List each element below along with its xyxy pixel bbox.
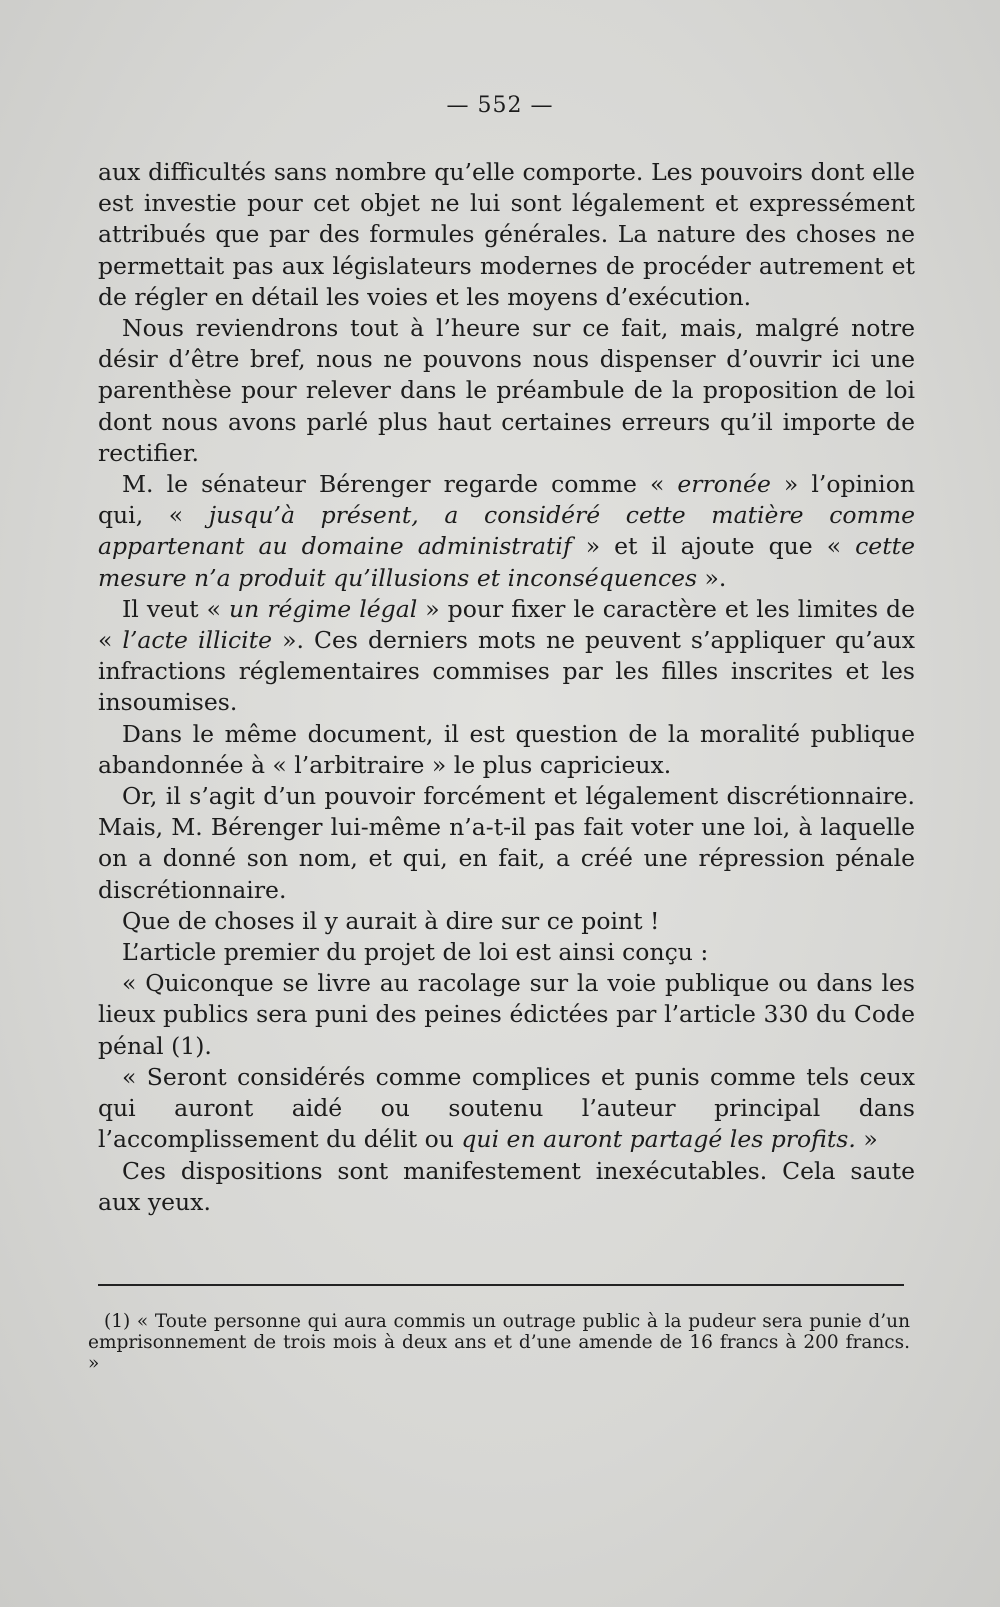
paragraph (98, 469, 915, 594)
paragraph (98, 719, 915, 781)
italic-text: jusqu’à présent, a considéré cette matière comme appartenant au domaine administratif (98, 501, 916, 561)
text-segment: Nous reviendrons tout à l’heure sur ce fait, mais, malgré notre désir d’être bref, nous ne pouvons nous dispenser d’ouvrir ici une parenthèse pour relever dans le préambule de la proposition de loi dont nous avons parlé plus haut certaines erreurs qu’il importe de rectifier. (98, 314, 915, 467)
text-segment: » (855, 1125, 878, 1154)
text-segment: Que de choses il y aurait à dire sur ce point ! (122, 906, 660, 935)
text-segment: « Seront considérés comme complices et punis comme tels ceux qui auront aidé ou soutenu l’auteur principal dans l’accomplissement du délit ou (98, 1062, 915, 1154)
italic-text: l’acte illicite (122, 626, 273, 655)
text-segment: aux difficultés sans nombre qu’elle comporte. Les pouvoirs dont elle est investie pour cet objet ne lui sont légalement et expressément attribués que par des formules générales. La nature des choses ne permettait pas aux législateurs modernes de procéder autrement et de régler en détail les voies et les moyens d’exécution. (98, 158, 915, 311)
paragraph (98, 937, 915, 968)
italic-text: erronée (677, 470, 771, 499)
footnote-text: (1) « Toute personne qui aura commis un outrage public à la pudeur sera punie d’un emprisonnement de trois mois à deux ans et d’une amende de 16 francs à 200 francs. » (88, 1311, 910, 1374)
paragraph (98, 594, 915, 719)
text-segment: ». (697, 563, 727, 592)
italic-text: qui en auront partagé les profits. (461, 1125, 856, 1154)
body-text (98, 157, 915, 1218)
text-segment: Dans le même document, il est question de la moralité publique abandonnée à « l’arbitraire » le plus capricieux. (98, 719, 915, 779)
text-segment: » pour fixer le caractère et les limites de « (98, 594, 916, 655)
paragraph (98, 906, 915, 937)
footnote-divider (98, 1284, 904, 1286)
text-segment: L’article premier du projet de loi est ainsi conçu : (122, 938, 709, 967)
paragraph (98, 1156, 915, 1218)
text-segment: M. le sénateur Bérenger regarde comme « (122, 470, 678, 499)
text-segment: Ces dispositions sont manifestement inexécutables. Cela saute aux yeux. (98, 1156, 915, 1216)
paragraph (98, 1062, 915, 1156)
text-segment: Il veut « (122, 594, 230, 623)
paragraph (98, 157, 915, 313)
text-segment: « Quiconque se livre au racolage sur la voie publique ou dans les lieux publics sera puni des peines édictées par l’article 330 du Code pénal (1). (98, 969, 915, 1060)
paragraph (98, 313, 915, 469)
italic-text: un régime légal (229, 594, 418, 623)
paragraph (98, 781, 915, 906)
text-segment: Or, il s’agit d’un pouvoir forcément et légalement discrétionnaire. Mais, M. Bérenger lui-même n’a-t-il pas fait voter une loi, à laquelle on a donné son nom, et qui, en fait, a créé une répression pénale discrétionnaire. (98, 782, 915, 904)
text-segment: ». Ces derniers mots ne peuvent s’appliquer qu’aux infractions réglementaires commises par les filles inscrites et les insoumises. (98, 626, 915, 717)
page-number: — 552 — (446, 93, 554, 118)
text-segment: » l’opinion qui, « (98, 470, 915, 530)
paragraph (98, 968, 915, 1062)
footnote (88, 1311, 910, 1374)
text-segment: » et il ajoute que « (571, 532, 856, 561)
italic-text: cette mesure n’a produit qu’illusions et inconséquences (98, 532, 915, 592)
